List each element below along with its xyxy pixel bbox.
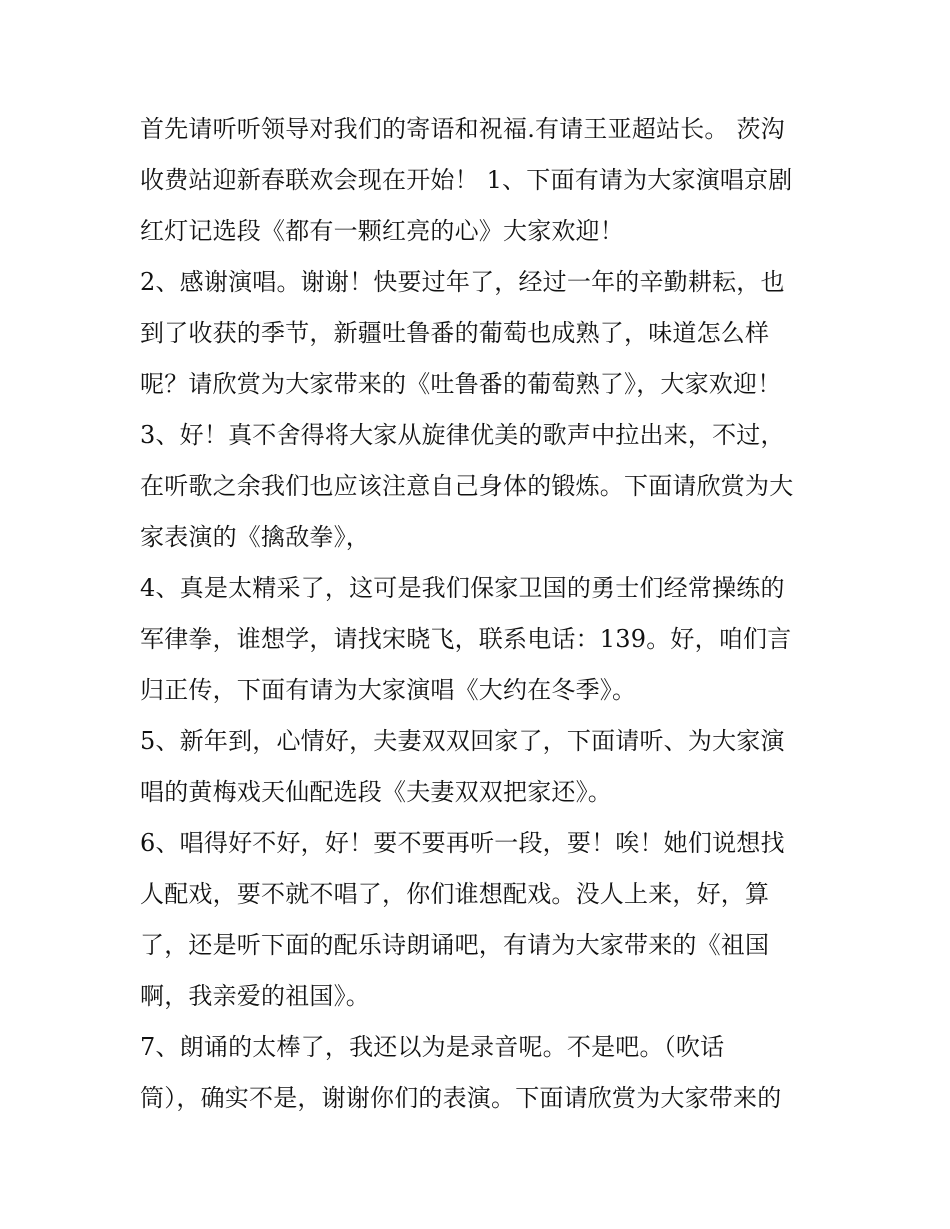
text-line: 呢？请欣赏为大家带来的《吐鲁番的葡萄熟了》，大家欢迎！	[140, 370, 782, 398]
text-line: 了，还是听下面的配乐诗朗诵吧，有请为大家带来的《祖国	[140, 931, 770, 959]
text-line: 到了收获的季节，新疆吐鲁番的葡萄也成熟了，味道怎么样	[140, 319, 770, 347]
text-line: 首先请听听领导对我们的寄语和祝福.有请王亚超站长。 茨沟	[140, 115, 785, 143]
text-line: 7、朗诵的太棒了，我还以为是录音呢。不是吧。（吹话	[140, 1033, 725, 1061]
text-line: 筒），确实不是，谢谢你们的表演。下面请欣赏为大家带来的	[140, 1084, 782, 1112]
text-line: 收费站迎新春联欢会现在开始！ 1、下面有请为大家演唱京剧	[140, 166, 793, 194]
text-line: 3、好！真不舍得将大家从旋律优美的歌声中拉出来，不过，	[140, 421, 785, 449]
text-line: 唱的黄梅戏天仙配选段《夫妻双双把家还》。	[140, 778, 612, 806]
text-line: 归正传，下面有请为大家演唱《大约在冬季》。	[140, 676, 637, 704]
text-line: 军律拳，谁想学，请找宋晓飞，联系电话：139。好，咱们言	[140, 625, 792, 653]
text-line: 人配戏，要不就不唱了，你们谁想配戏。没人上来，好，算	[140, 880, 770, 908]
document-body	[140, 104, 820, 1124]
text-line: 啊，我亲爱的祖国》。	[140, 982, 370, 1010]
text-line: 4、真是太精采了，这可是我们保家卫国的勇士们经常操练的	[140, 574, 785, 602]
text-line: 6、唱得好不好，好！要不要再听一段，要！唉！她们说想找	[140, 829, 785, 857]
text-line: 2、感谢演唱。谢谢！快要过年了，经过一年的辛勤耕耘，也	[140, 268, 785, 296]
text-line: 在听歌之余我们也应该注意自己身体的锻炼。下面请欣赏为大	[140, 472, 794, 500]
text-line: 家表演的《擒敌拳》，	[140, 523, 370, 551]
text-line: 红灯记选段《都有一颗红亮的心》大家欢迎！	[140, 217, 624, 245]
text-line: 5、新年到，心情好，夫妻双双回家了，下面请听、为大家演	[140, 727, 785, 755]
